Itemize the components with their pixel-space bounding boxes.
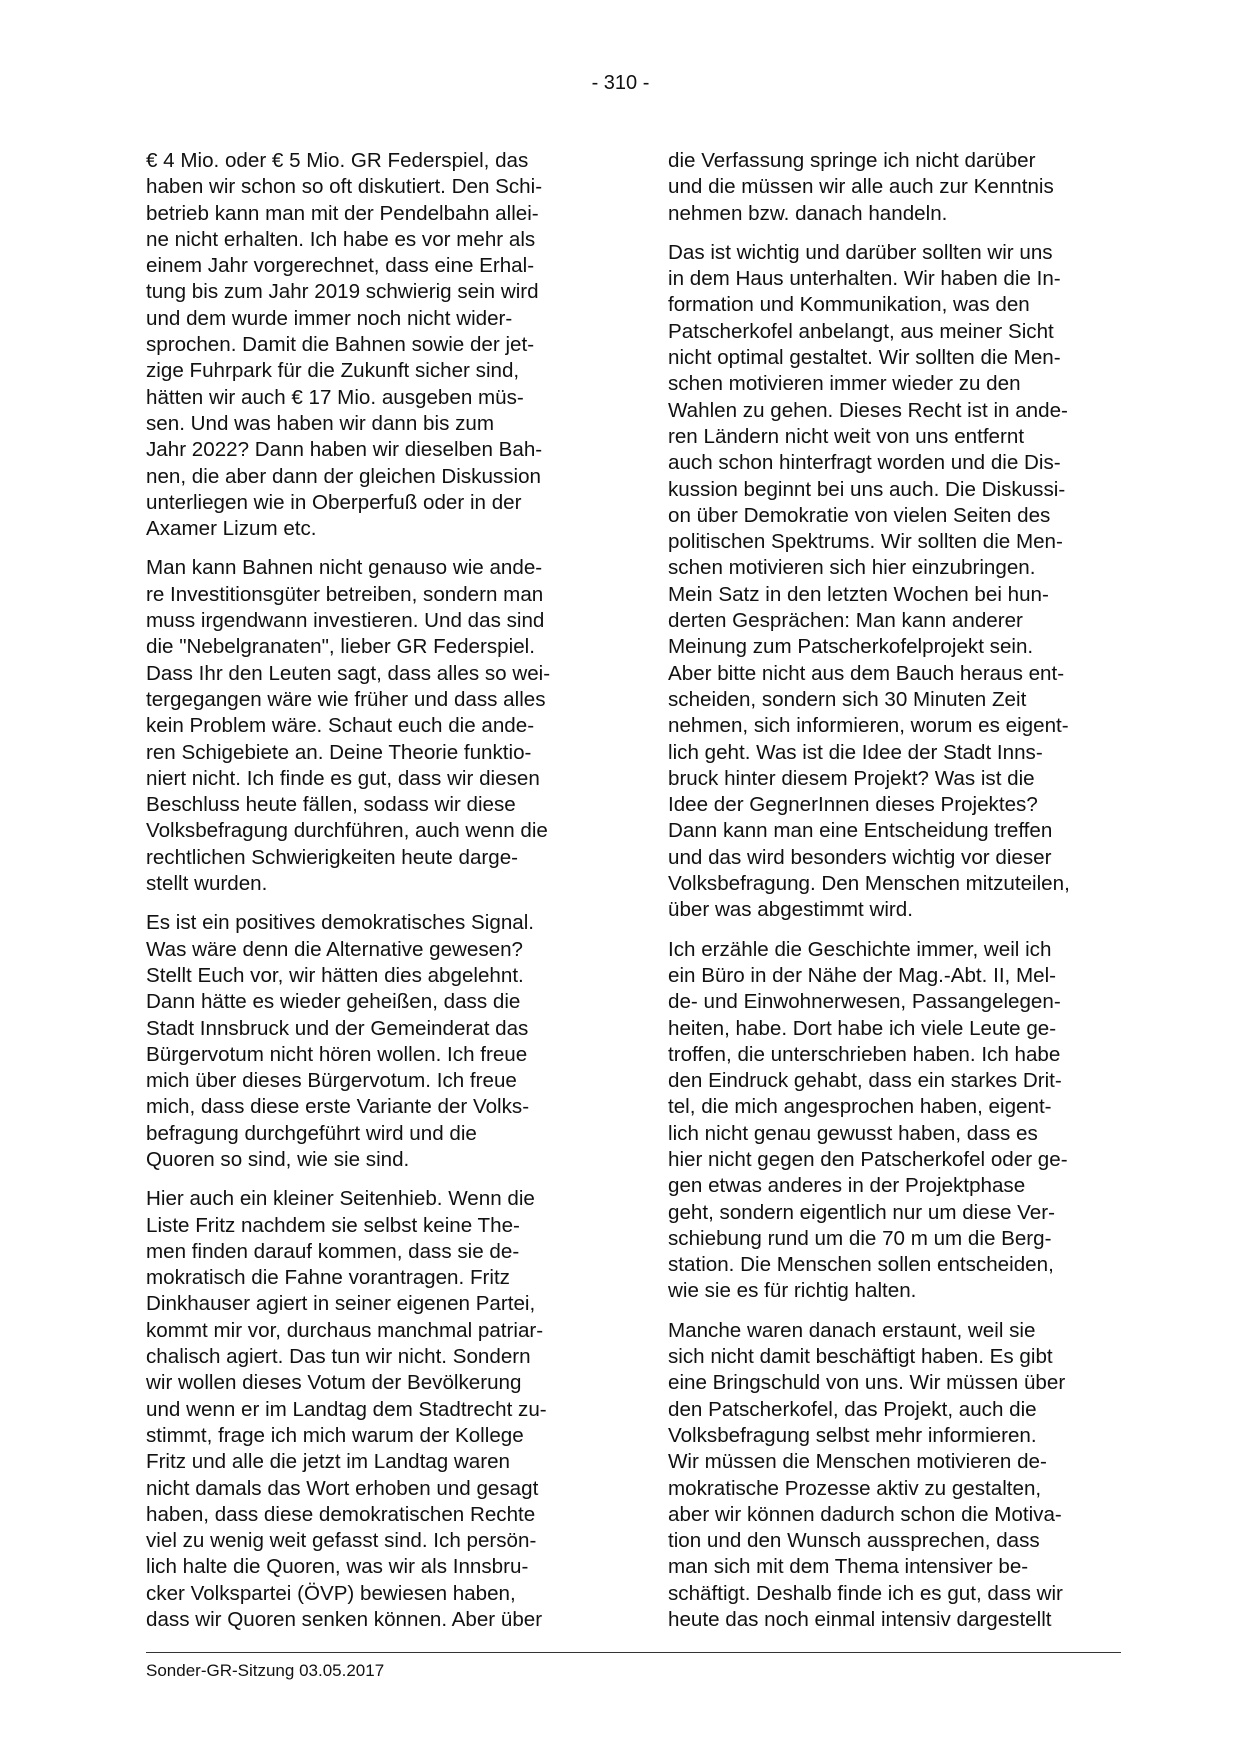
text-line: mich über dieses Bürgervotum. Ich freue	[146, 1069, 517, 1093]
text-line: aber wir können dadurch schon die Motiva-	[668, 1502, 1062, 1526]
text-line: über was abgestimmt wird.	[668, 898, 913, 922]
text-line: betrieb kann man mit der Pendelbahn allei-	[146, 201, 539, 225]
text-line: lich nicht genau gewusst haben, dass es	[668, 1121, 1038, 1145]
paragraph	[146, 148, 601, 542]
text-line: formation und Kommunikation, was den	[668, 293, 1030, 317]
text-line: Fritz und alle die jetzt im Landtag waren	[146, 1450, 511, 1474]
text-line: haben wir schon so oft diskutiert. Den Schi-	[146, 175, 543, 199]
text-line: mokratische Prozesse aktiv zu gestalten,	[668, 1476, 1042, 1500]
text-line: Das ist wichtig und darüber sollten wir uns	[668, 240, 1053, 264]
text-line: geht, sondern eigentlich nur um diese Ver-	[668, 1200, 1055, 1224]
text-line: troffen, die unterschrieben haben. Ich habe	[668, 1042, 1061, 1066]
text-line: Quoren so sind, wie sie sind.	[146, 1147, 410, 1171]
text-line: kein Problem wäre. Schaut euch die ande-	[146, 714, 535, 738]
text-line: chalisch agiert. Das tun wir nicht. Sondern	[146, 1345, 531, 1369]
text-line: Volksbefragung. Den Menschen mitzuteilen,	[668, 872, 1070, 896]
page-number: - 310 -	[591, 72, 650, 94]
paragraph	[668, 937, 1123, 1305]
text-line: Stellt Euch vor, wir hätten dies abgelehnt.	[146, 963, 524, 987]
text-line: heiten, habe. Dort habe ich viele Leute ge-	[668, 1016, 1057, 1040]
text-line: tergegangen wäre wie früher und dass alles	[146, 687, 546, 711]
text-line: muss irgendwann investieren. Und das sind	[146, 609, 545, 633]
text-line: schen motivieren immer wieder zu den	[668, 372, 1021, 396]
text-line: scheiden, sondern sich 30 Minuten Zeit	[668, 687, 1027, 711]
text-line: ren Ländern nicht weit von uns entfernt	[668, 424, 1025, 448]
paragraph	[668, 148, 1123, 227]
text-line: dass wir Quoren senken können. Aber über	[146, 1608, 543, 1632]
text-line: on über Demokratie von vielen Seiten des	[668, 503, 1051, 527]
text-line: Es ist ein positives demokratisches Signal.	[146, 911, 535, 935]
text-line: heute das noch einmal intensiv dargestellt	[668, 1608, 1052, 1632]
text-line: station. Die Menschen sollen entscheiden,	[668, 1253, 1054, 1277]
text-line: Manche waren danach erstaunt, weil sie	[668, 1318, 1036, 1342]
text-line: sich nicht damit beschäftigt haben. Es gibt	[668, 1345, 1053, 1369]
footer-divider	[146, 1652, 1121, 1653]
text-line: ein Büro in der Nähe der Mag.-Abt. II, Mel-	[668, 963, 1057, 987]
text-line: cker Volkspartei (ÖVP) bewiesen haben,	[146, 1581, 516, 1605]
text-line: und wenn er im Landtag dem Stadtrecht zu-	[146, 1397, 547, 1421]
text-line: Volksbefragung durchführen, auch wenn die	[146, 819, 548, 843]
text-line: Axamer Lizum etc.	[146, 517, 317, 541]
text-line: haben, dass diese demokratischen Rechte	[146, 1502, 536, 1526]
text-line: sen. Und was haben wir dann bis zum	[146, 411, 494, 435]
paragraph	[146, 910, 601, 1173]
text-line: und das wird besonders wichtig vor dieser	[668, 845, 1052, 869]
text-line: Mein Satz in den letzten Wochen bei hun-	[668, 582, 1049, 606]
footer-session-label: Sonder-GR-Sitzung 03.05.2017	[146, 1661, 385, 1680]
text-line: tion und den Wunsch aussprechen, dass	[668, 1529, 1040, 1553]
text-line: man sich mit dem Thema intensiver be-	[668, 1555, 1029, 1579]
text-line: Ich erzähle die Geschichte immer, weil ich	[668, 937, 1052, 961]
text-line: de- und Einwohnerwesen, Passangelegen-	[668, 990, 1061, 1014]
text-line: Volksbefragung selbst mehr informieren.	[668, 1423, 1037, 1447]
text-line: niert nicht. Ich finde es gut, dass wir diesen	[146, 766, 540, 790]
text-line: re Investitionsgüter betreiben, sondern man	[146, 582, 544, 606]
text-line: Jahr 2022? Dann haben wir dieselben Bah-	[146, 438, 543, 462]
text-line: befragung durchgeführt wird und die	[146, 1121, 477, 1145]
text-line: Liste Fritz nachdem sie selbst keine The-	[146, 1213, 520, 1237]
text-line: in dem Haus unterhalten. Wir haben die In-	[668, 267, 1061, 291]
text-line: die Verfassung springe ich nicht darüber	[668, 149, 1036, 172]
text-line: stimmt, frage ich mich warum der Kollege	[146, 1423, 524, 1447]
text-line: Dinkhauser agiert in seiner eigenen Partei,	[146, 1292, 536, 1316]
text-line: tung bis zum Jahr 2019 schwierig sein wird	[146, 280, 539, 304]
paragraph	[146, 1186, 601, 1633]
text-line: Patscherkofel anbelangt, aus meiner Sicht	[668, 319, 1054, 343]
text-line: nicht optimal gestaltet. Wir sollten die Men-	[668, 346, 1061, 370]
text-line: kussion beginnt bei uns auch. Die Diskussi-	[668, 477, 1066, 501]
text-line: lich halte die Quoren, was wir als Innsbru-	[146, 1555, 529, 1579]
text-line: tel, die mich angesprochen haben, eigent-	[668, 1095, 1052, 1119]
text-line: Bürgervotum nicht hören wollen. Ich freue	[146, 1042, 528, 1066]
paragraph	[668, 240, 1123, 924]
text-line: ne nicht erhalten. Ich habe es vor mehr als	[146, 227, 536, 251]
left-column	[146, 148, 601, 1646]
text-line: Idee der GegnerInnen dieses Projektes?	[668, 793, 1038, 817]
text-line: sprochen. Damit die Bahnen sowie der jet-	[146, 333, 535, 357]
paragraph	[146, 555, 601, 897]
text-line: rechtlichen Schwierigkeiten heute darge-	[146, 845, 519, 869]
text-line: nehmen bzw. danach handeln.	[668, 201, 948, 225]
text-line: zige Fuhrpark für die Zukunft sicher sind,	[146, 359, 520, 383]
text-line: Beschluss heute fällen, sodass wir diese	[146, 793, 516, 817]
text-line: Dann kann man eine Entscheidung treffen	[668, 819, 1053, 843]
text-line: hätten wir auch € 17 Mio. ausgeben müs-	[146, 385, 524, 409]
text-line: und dem wurde immer noch nicht wider-	[146, 306, 513, 330]
text-line: wie sie es für richtig halten.	[668, 1279, 917, 1303]
text-line: schäftigt. Deshalb finde ich es gut, dass wir	[668, 1581, 1063, 1605]
text-line: Aber bitte nicht aus dem Bauch heraus ent-	[668, 661, 1065, 685]
text-line: Hier auch ein kleiner Seitenhieb. Wenn die	[146, 1187, 535, 1211]
text-line: schiebung rund um die 70 m um die Berg-	[668, 1226, 1052, 1250]
text-line: unterliegen wie in Oberperfuß oder in der	[146, 490, 522, 514]
text-line: nen, die aber dann der gleichen Diskussion	[146, 464, 541, 488]
text-line: viel zu wenig weit gefasst sind. Ich persön-	[146, 1529, 537, 1553]
text-line: bruck hinter diesem Projekt? Was ist die	[668, 766, 1035, 790]
text-line: kommt mir vor, durchaus manchmal patriar-	[146, 1318, 544, 1342]
text-line: den Eindruck gehabt, dass ein starkes Drit-	[668, 1069, 1062, 1093]
text-line: Wir müssen die Menschen motivieren de-	[668, 1450, 1047, 1474]
text-line: gen etwas anderes in der Projektphase	[668, 1174, 1026, 1198]
text-line: nehmen, sich informieren, worum es eigent-	[668, 714, 1069, 738]
text-line: schen motivieren sich hier einzubringen.	[668, 556, 1036, 580]
text-line: politischen Spektrums. Wir sollten die Men-	[668, 530, 1063, 554]
text-line: die "Nebelgranaten", lieber GR Federspiel.	[146, 635, 535, 659]
text-line: Meinung zum Patscherkofelprojekt sein.	[668, 635, 1034, 659]
text-line: den Patscherkofel, das Projekt, auch die	[668, 1397, 1037, 1421]
text-line: Dann hätte es wieder geheißen, dass die	[146, 990, 521, 1014]
text-line: eine Bringschuld von uns. Wir müssen über	[668, 1371, 1066, 1395]
text-line: Stadt Innsbruck und der Gemeinderat das	[146, 1016, 529, 1040]
right-column	[668, 148, 1123, 1646]
text-line: mich, dass diese erste Variante der Volks-	[146, 1095, 530, 1119]
paragraph	[668, 1318, 1123, 1634]
text-line: men finden darauf kommen, dass sie de-	[146, 1239, 520, 1263]
text-line: Dass Ihr den Leuten sagt, dass alles so wei-	[146, 661, 551, 685]
text-line: mokratisch die Fahne vorantragen. Fritz	[146, 1266, 510, 1290]
text-line: € 4 Mio. oder € 5 Mio. GR Federspiel, das	[146, 149, 529, 172]
text-line: derten Gesprächen: Man kann anderer	[668, 609, 1023, 633]
text-line: und die müssen wir alle auch zur Kenntnis	[668, 175, 1054, 199]
text-line: Was wäre denn die Alternative gewesen?	[146, 937, 524, 961]
text-line: ren Schigebiete an. Deine Theorie funktio-	[146, 740, 532, 764]
text-line: Wahlen zu gehen. Dieses Recht ist in ande-	[668, 398, 1068, 422]
text-line: hier nicht gegen den Patscherkofel oder ge-	[668, 1147, 1068, 1171]
text-line: stellt wurden.	[146, 872, 268, 896]
text-line: wir wollen dieses Votum der Bevölkerung	[146, 1371, 522, 1395]
text-line: nicht damals das Wort erhoben und gesagt	[146, 1476, 539, 1500]
text-line: auch schon hinterfragt worden und die Dis-	[668, 451, 1061, 475]
text-line: lich geht. Was ist die Idee der Stadt Inns-	[668, 740, 1043, 764]
text-line: Man kann Bahnen nicht genauso wie ande-	[146, 556, 543, 580]
text-line: einem Jahr vorgerechnet, dass eine Erhal-	[146, 254, 535, 278]
